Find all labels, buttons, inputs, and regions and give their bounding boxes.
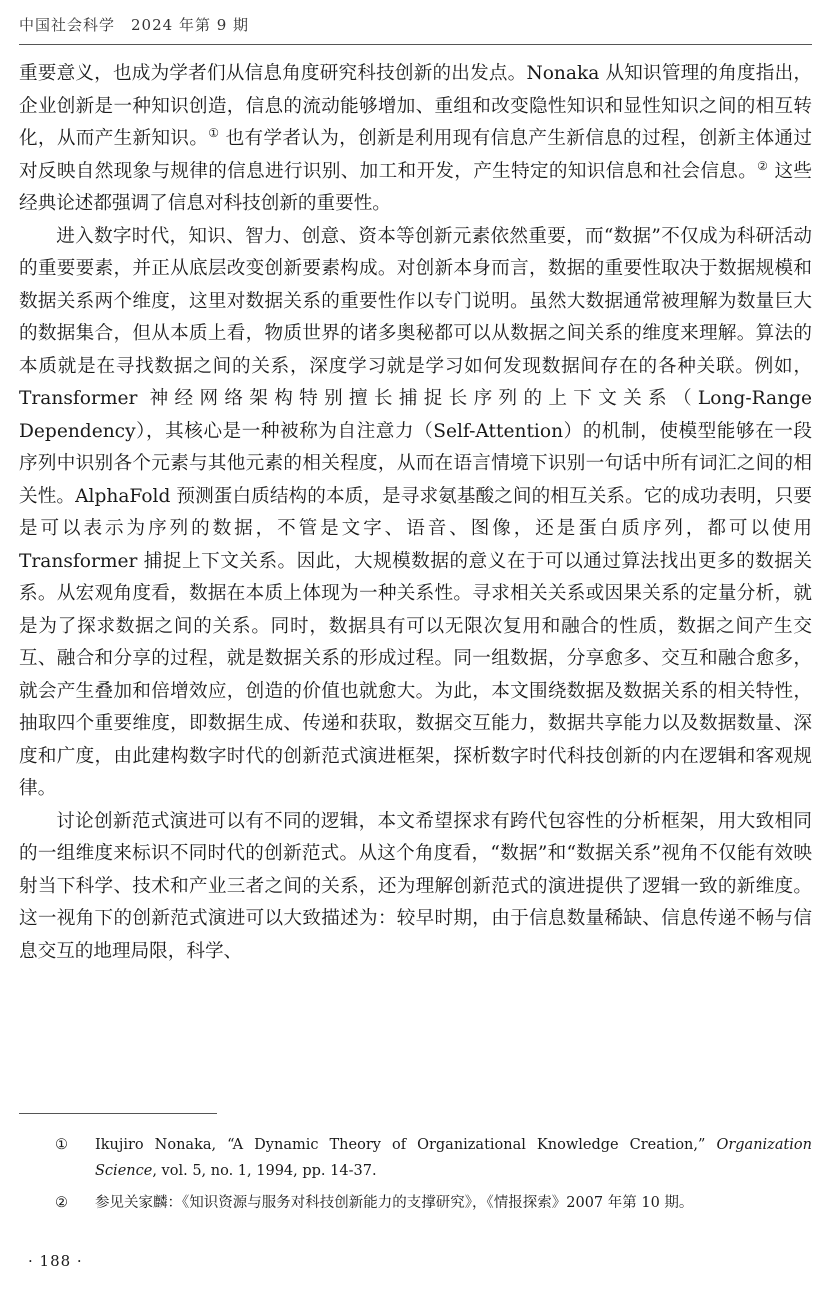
footnote-rule <box>19 1113 217 1114</box>
paragraph-2: 进入数字时代，知识、智力、创意、资本等创新元素依然重要，而“数据”不仅成为科研活动的重要要素，并正从底层改变创新要素构成。对创新本身而言，数据的重要性取决于数据规模和数据关系两个维度，这里对数据关系的重要性作以专门说明。虽然大数据通常被理解为数量巨大的数据集合，但从本质上看，物质世界的诸多奥秘都可以从数据之间关系的维度来理解。算法的本质就是在寻找数据之间的关系，深度学习就是学习如何发现数据间存在的各种关联。例如，Transformer 神经网络架构特别擅长捕捉长序列的上下文关系（Long-Range Dependency），其核心是一种被称为自注意力（Self-Attention）的机制，使模型能够在一段序列中识别各个元素与其他元素的相关程度，从而在语言情境下识别一句话中所有词汇之间的相关性。AlphaFold 预测蛋白质结构的本质，是寻求氨基酸之间的相互关系。它的成功表明，只要是可以表示为序列的数据，不管是文字、语音、图像，还是蛋白质序列，都可以使用 Transformer 捕捉上下文关系。因此，大规模数据的意义在于可以通过算法找出更多的数据关系。从宏观角度看，数据在本质上体现为一种关系性。寻求相关关系或因果关系的定量分析，就是为了探求数据之间的关系。同时，数据具有可以无限次复用和融合的性质，数据之间产生交互、融合和分享的过程，就是数据关系的形成过程。同一组数据，分享愈多、交互和融合愈多，就会产生叠加和倍增效应，创造的价值也就愈大。为此，本文围绕数据及数据关系的相关特性，抽取四个重要维度，即数据生成、传递和获取，数据交互能力，数据共享能力以及数据数量、深度和广度，由此建构数字时代的创新范式演进框架，探析数字时代科技创新的内在逻辑和客观规律。 <box>19 225 812 799</box>
paragraph-1-text-a: 重要意义，也成为学者们从信息角度研究科技创新的出发点。Nonaka 从知识管理的角度指出，企业创新是一种知识创造，信息的流动能够增加、重组和改变隐性知识和显性知识之间的相互转化，从而产生新知识。 <box>19 63 812 149</box>
footnote-1-mark: ① <box>55 1137 68 1153</box>
footnote-ref-1[interactable]: ① <box>208 125 220 140</box>
footnote-ref-2[interactable]: ② <box>757 158 769 173</box>
running-header: 中国社会科学 2024 年第 9 期 <box>19 16 250 34</box>
footnote-1-text-b: , vol. 5, no. 1, 1994, pp. 14-37. <box>152 1163 377 1179</box>
paragraph-1 <box>19 58 812 221</box>
footnotes <box>19 1132 812 1222</box>
footnote-2-mark: ② <box>55 1195 68 1211</box>
paragraph-1-text-b: 也有学者认为，创新是利用现有信息产生新信息的过程，创新主体通过对反映自然现象与规律的信息进行识别、加工和开发，产生特定的知识信息和社会信息。 <box>19 128 812 182</box>
footnote-1-journal: Organization Science <box>95 1137 812 1179</box>
footnote-1-text-a: Ikujiro Nonaka, “A Dynamic Theory of Organizational Knowledge Creation,” <box>95 1137 717 1153</box>
paragraph-3: 讨论创新范式演进可以有不同的逻辑，本文希望探求有跨代包容性的分析框架，用大致相同的一组维度来标识不同时代的创新范式。从这个角度看，“数据”和“数据关系”视角不仅能有效映射当下科学、技术和产业三者之间的关系，还为理解创新范式的演进提供了逻辑一致的新维度。这一视角下的创新范式演进可以大致描述为：较早时期，由于信息数量稀缺、信息传递不畅与信息交互的地理局限，科学、 <box>19 810 812 962</box>
footnote-2 <box>19 1190 812 1216</box>
article-body <box>19 58 812 968</box>
footnote-2-text: 参见关家麟：《知识资源与服务对科技创新能力的支撑研究》，《情报探索》2007 年第 10 期。 <box>95 1195 694 1211</box>
footnote-1 <box>19 1132 812 1184</box>
header-rule <box>19 44 812 45</box>
page-number: · 188 · <box>28 1252 83 1270</box>
paragraph-1-text-c: 这些经典论述都强调了信息对科技创新的重要性。 <box>19 160 812 214</box>
